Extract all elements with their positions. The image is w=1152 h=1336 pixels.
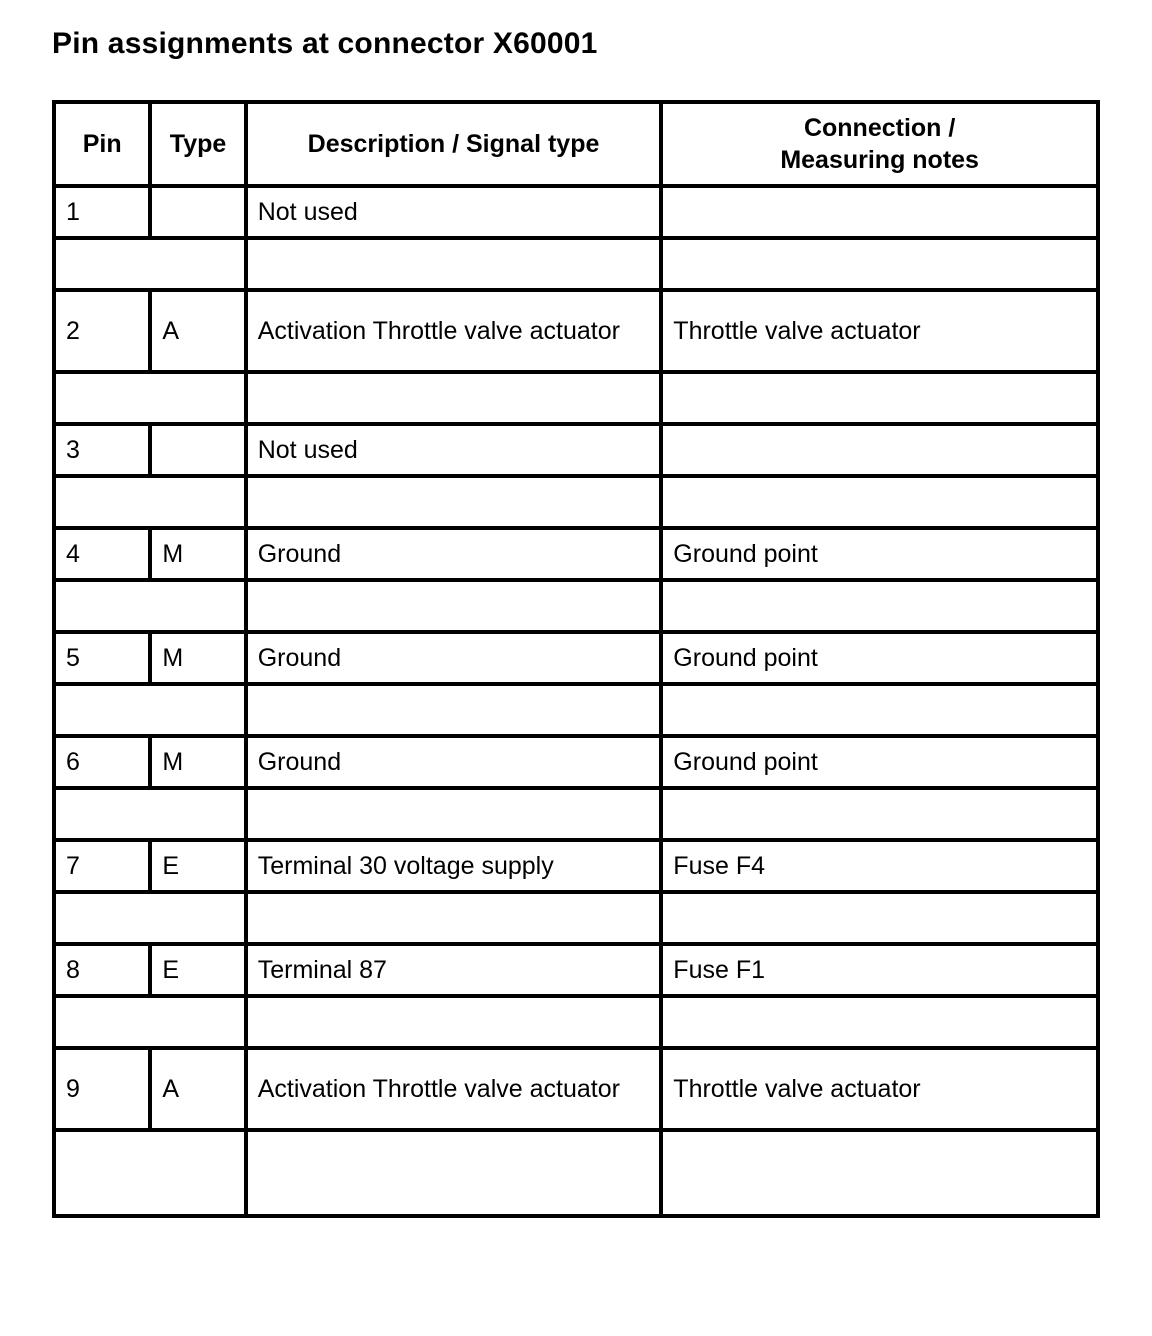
spacer-row	[54, 892, 1098, 944]
spacer-row	[54, 684, 1098, 736]
table-header-row	[54, 102, 1098, 186]
cell-description: Not used	[246, 424, 662, 476]
pin-assignment-table	[52, 100, 1100, 1218]
cell-connection: Ground point	[661, 736, 1098, 788]
cell-pin: 3	[54, 424, 150, 476]
table-row	[54, 840, 1098, 892]
spacer-cell	[661, 476, 1098, 528]
cell-description: Ground	[246, 736, 662, 788]
spacer-cell	[661, 372, 1098, 424]
spacer-row	[54, 238, 1098, 290]
table-row	[54, 528, 1098, 580]
cell-connection: Throttle valve actuator	[661, 290, 1098, 372]
cell-type: M	[150, 632, 245, 684]
cell-type: A	[150, 1048, 245, 1130]
cell-connection: Fuse F1	[661, 944, 1098, 996]
table-row	[54, 186, 1098, 238]
table-row	[54, 944, 1098, 996]
table-row	[54, 424, 1098, 476]
spacer-cell	[54, 238, 246, 290]
spacer-row	[54, 476, 1098, 528]
cell-type: E	[150, 840, 245, 892]
cell-type: M	[150, 736, 245, 788]
cell-description: Activation Throttle valve actuator	[246, 290, 662, 372]
spacer-cell	[54, 684, 246, 736]
spacer-cell	[54, 996, 246, 1048]
spacer-cell	[246, 476, 662, 528]
spacer-cell	[661, 892, 1098, 944]
spacer-row	[54, 996, 1098, 1048]
cell-connection	[661, 424, 1098, 476]
cell-description: Terminal 87	[246, 944, 662, 996]
header-connection	[661, 102, 1098, 186]
header-description: Description / Signal type	[246, 102, 662, 186]
spacer-cell	[661, 684, 1098, 736]
header-type: Type	[150, 102, 245, 186]
spacer-cell	[246, 892, 662, 944]
cell-connection: Ground point	[661, 632, 1098, 684]
spacer-cell	[54, 1130, 246, 1216]
spacer-cell	[661, 788, 1098, 840]
spacer-cell	[54, 892, 246, 944]
cell-connection: Ground point	[661, 528, 1098, 580]
spacer-cell	[54, 372, 246, 424]
cell-connection: Fuse F4	[661, 840, 1098, 892]
spacer-cell	[54, 476, 246, 528]
spacer-cell	[661, 238, 1098, 290]
cell-type: A	[150, 290, 245, 372]
spacer-cell	[246, 238, 662, 290]
cell-type	[150, 424, 245, 476]
spacer-cell	[661, 996, 1098, 1048]
table-row	[54, 736, 1098, 788]
cell-pin: 2	[54, 290, 150, 372]
header-pin: Pin	[54, 102, 150, 186]
cell-description: Terminal 30 voltage supply	[246, 840, 662, 892]
cell-pin: 4	[54, 528, 150, 580]
cell-pin: 9	[54, 1048, 150, 1130]
spacer-row	[54, 1130, 1098, 1216]
table-row	[54, 290, 1098, 372]
spacer-cell	[246, 580, 662, 632]
spacer-row	[54, 788, 1098, 840]
cell-pin: 1	[54, 186, 150, 238]
cell-type: E	[150, 944, 245, 996]
cell-pin: 6	[54, 736, 150, 788]
cell-description: Not used	[246, 186, 662, 238]
cell-pin: 8	[54, 944, 150, 996]
cell-connection: Throttle valve actuator	[661, 1048, 1098, 1130]
header-connection-line1: Connection /	[803, 114, 956, 142]
spacer-cell	[661, 580, 1098, 632]
cell-description: Ground	[246, 528, 662, 580]
spacer-cell	[54, 580, 246, 632]
cell-type	[150, 186, 245, 238]
page-title: Pin assignments at connector X60001	[52, 27, 598, 60]
spacer-cell	[246, 788, 662, 840]
header-connection-line2: Measuring notes	[780, 146, 979, 174]
cell-pin: 5	[54, 632, 150, 684]
table-row	[54, 1048, 1098, 1130]
spacer-row	[54, 372, 1098, 424]
spacer-cell	[246, 684, 662, 736]
spacer-cell	[246, 1130, 662, 1216]
cell-pin: 7	[54, 840, 150, 892]
spacer-cell	[246, 372, 662, 424]
cell-description: Activation Throttle valve actuator	[246, 1048, 662, 1130]
spacer-cell	[54, 788, 246, 840]
table-row	[54, 632, 1098, 684]
cell-connection	[661, 186, 1098, 238]
cell-type: M	[150, 528, 245, 580]
spacer-cell	[246, 996, 662, 1048]
spacer-cell	[661, 1130, 1098, 1216]
cell-description: Ground	[246, 632, 662, 684]
spacer-row	[54, 580, 1098, 632]
